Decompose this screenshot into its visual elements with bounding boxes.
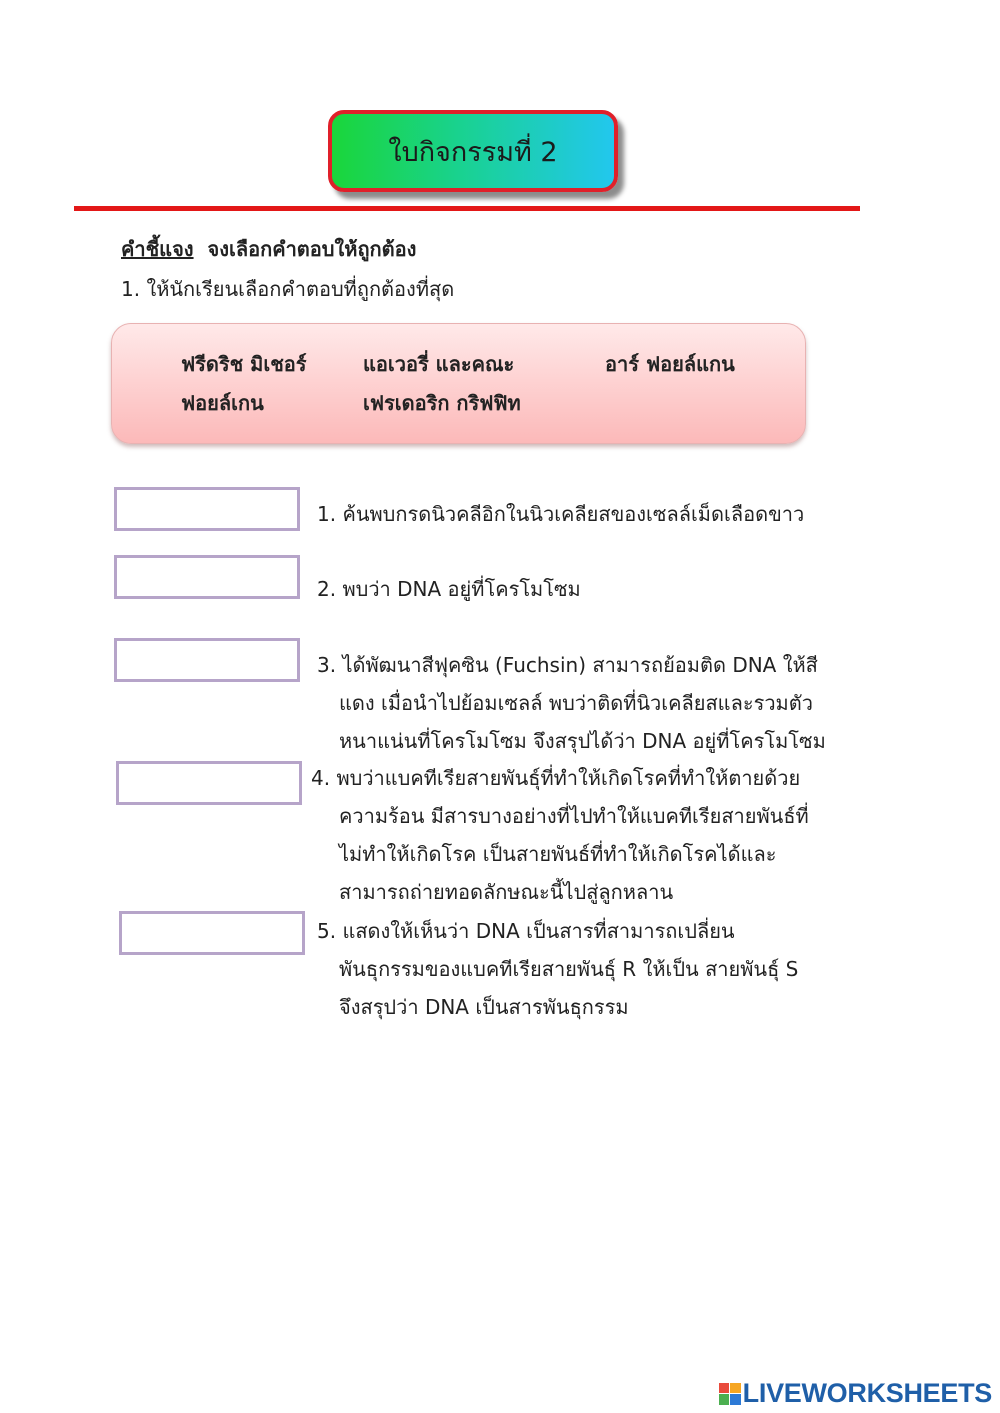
item-line: 3. ได้พัฒนาสีฟุคซิน (Fuchsin) สามารถย้อมติด DNA ให้สี — [317, 653, 818, 677]
item-line: ความร้อน มีสารบางอย่างที่ไปทำให้แบคทีเรียสายพันธ์ที่ — [339, 804, 809, 828]
liveworksheets-logo-icon — [719, 1383, 741, 1405]
liveworksheets-brand — [719, 1378, 992, 1409]
answer-input-4[interactable] — [116, 761, 302, 805]
worksheet-title — [328, 110, 618, 192]
answer-input-1[interactable] — [114, 487, 300, 531]
item-2 — [317, 570, 581, 608]
answer-input-5[interactable] — [119, 911, 305, 955]
item-line: พันธุกรรมของแบคทีเรียสายพันธุ์ R ให้เป็น สายพันธุ์ S — [339, 957, 799, 981]
item-line: สามารถถ่ายทอดลักษณะนี้ไปสู่ลูกหลาน — [339, 880, 674, 904]
word-bank-option: ฟอยล์เกน — [181, 391, 264, 415]
instruction-text: จงเลือกคำตอบให้ถูกต้อง — [207, 237, 417, 261]
item-line: จึงสรุปว่า DNA เป็นสารพันธุกรรม — [339, 995, 629, 1019]
word-bank-option: เฟรเดอริก กริฟฟิท — [363, 391, 521, 415]
instruction-label: คำชี้แจง — [121, 237, 194, 261]
question-text: 1. ให้นักเรียนเลือกคำตอบที่ถูกต้องที่สุด — [121, 277, 455, 301]
worksheet-title-text: ใบกิจกรรมที่ 2 — [388, 136, 558, 168]
word-bank — [111, 323, 806, 444]
title-divider — [74, 206, 860, 211]
word-bank-option: แอเวอรี่ และคณะ — [363, 352, 515, 376]
item-line: 4. พบว่าแบคทีเรียสายพันธุ์ที่ทำให้เกิดโรคที่ทำให้ตายด้วย — [311, 766, 801, 790]
item-line: ไม่ทำให้เกิดโรค เป็นสายพันธ์ที่ทำให้เกิดโรคได้และ — [339, 842, 777, 866]
brand-name: LIVEWORKSHEETS — [742, 1378, 992, 1408]
item-line: 1. ค้นพบกรดนิวคลีอิกในนิวเคลียสของเซลล์เม็ดเลือดขาว — [317, 502, 805, 526]
item-3 — [317, 646, 826, 760]
item-5 — [317, 912, 798, 1026]
item-line: แดง เมื่อนำไปย้อมเซลล์ พบว่าติดที่นิวเคลียสและรวมตัว — [339, 691, 813, 715]
item-4 — [311, 759, 809, 911]
answer-input-3[interactable] — [114, 638, 300, 682]
item-line: 2. พบว่า DNA อยู่ที่โครโมโซม — [317, 577, 581, 601]
answer-input-2[interactable] — [114, 555, 300, 599]
word-bank-option: ฟรีดริช มิเชอร์ — [181, 352, 307, 376]
item-line: หนาแน่นที่โครโมโซม จึงสรุปได้ว่า DNA อยู่ที่โครโมโซม — [339, 729, 826, 753]
word-bank-option: อาร์ ฟอยล์แกน — [605, 352, 735, 376]
instruction — [121, 233, 416, 265]
item-line: 5. แสดงให้เห็นว่า DNA เป็นสารที่สามารถเปลี่ยน — [317, 919, 735, 943]
item-1 — [317, 495, 804, 533]
